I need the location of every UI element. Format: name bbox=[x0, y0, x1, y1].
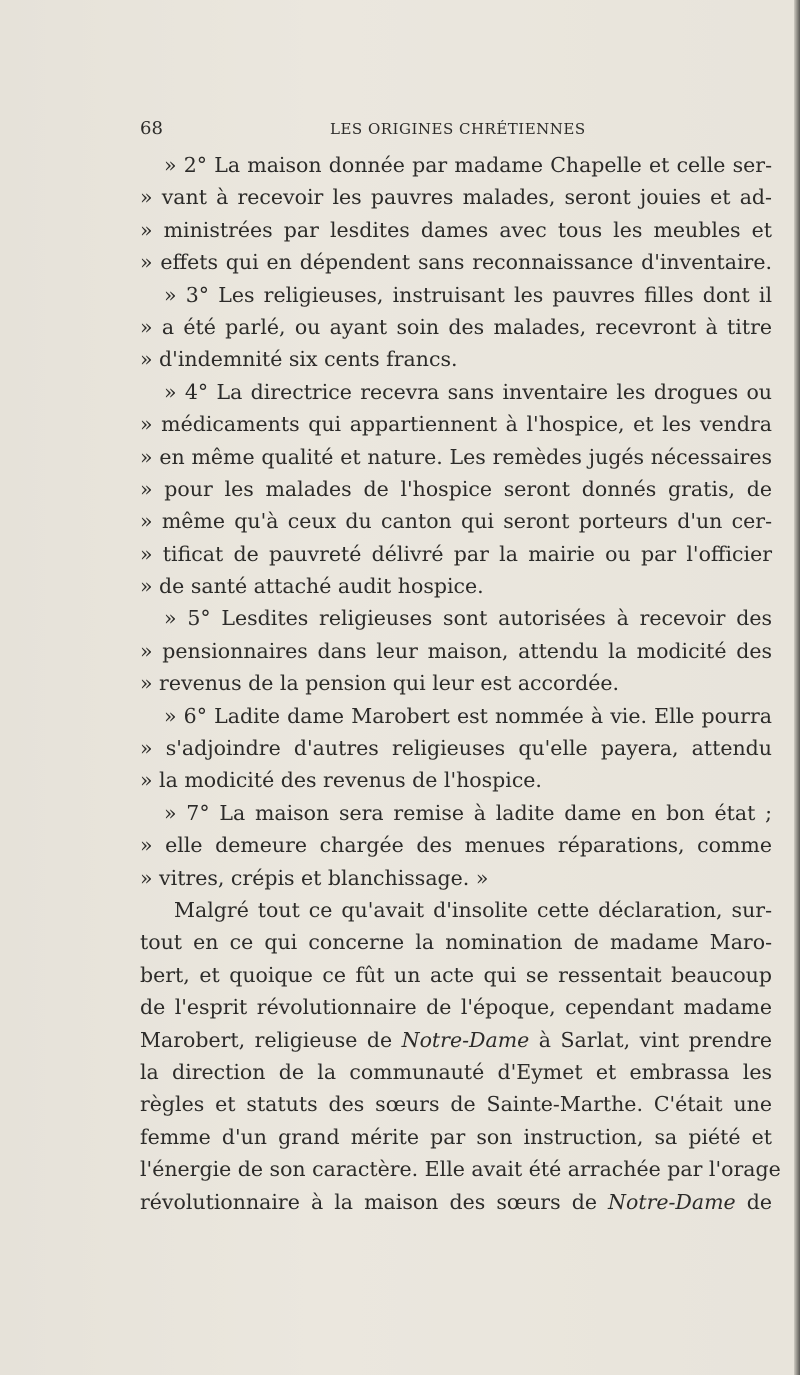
text-line: tout en ce qui concerne la nomination de madame Maro- bbox=[140, 930, 772, 955]
text-line: de l'esprit révolutionnaire de l'époque, cependant madame bbox=[140, 995, 772, 1020]
text-line: la direction de la communauté d'Eymet et embrassa les bbox=[140, 1059, 772, 1084]
text-line: l'énergie de son caractère. Elle avait été arrachée par l'orage bbox=[140, 1157, 781, 1182]
text-line: règles et statuts des sœurs de Sainte-Marthe. C'était une bbox=[140, 1092, 772, 1117]
page-edge-shadow bbox=[794, 0, 800, 1375]
text-line: » elle demeure chargée des menues réparations, comme bbox=[140, 833, 772, 858]
page-number: 68 bbox=[140, 118, 163, 139]
running-title: LES ORIGINES CHRÉTIENNES bbox=[330, 120, 586, 138]
text-line: » médicaments qui appartiennent à l'hospice, et les vendra bbox=[140, 412, 772, 437]
body-text bbox=[140, 149, 781, 1218]
text-line: » de santé attaché audit hospice. bbox=[140, 574, 484, 599]
text-line: » même qu'à ceux du canton qui seront porteurs d'un cer- bbox=[140, 509, 772, 534]
text-line: » pour les malades de l'hospice seront donnés gratis, de bbox=[140, 476, 772, 501]
text-line: » 2° La maison donnée par madame Chapelle et celle ser- bbox=[164, 153, 772, 177]
text-line: femme d'un grand mérite par son instruction, sa piété et bbox=[140, 1124, 772, 1149]
text-fragment: Marobert, religieuse de bbox=[140, 1027, 402, 1052]
text-line bbox=[140, 1024, 772, 1056]
text-line: » 5° Lesdites religieuses sont autorisées à recevoir des bbox=[164, 606, 772, 631]
text-line: » ministrées par lesdites dames avec tous les meubles et bbox=[140, 217, 772, 242]
text-line: » vant à recevoir les pauvres malades, seront jouies et ad- bbox=[140, 185, 772, 210]
text-line: » revenus de la pension qui leur est accordée. bbox=[140, 671, 620, 696]
text-line: » s'adjoindre d'autres religieuses qu'elle payera, attendu bbox=[140, 736, 772, 761]
text-line: » tificat de pauvreté délivré par la mairie ou par l'officier bbox=[140, 541, 772, 566]
text-line: » a été parlé, ou ayant soin des malades, recevront à titre bbox=[140, 314, 772, 339]
text-line: Malgré tout ce qu'avait d'insolite cette déclaration, sur- bbox=[174, 897, 772, 922]
text-line: bert, et quoique ce fût un acte qui se ressentait beaucoup bbox=[140, 962, 772, 987]
italic-text: Notre-Dame bbox=[608, 1189, 736, 1214]
text-line: » pensionnaires dans leur maison, attendu la modicité des bbox=[140, 638, 772, 663]
text-line: » d'indemnité six cents francs. bbox=[140, 347, 458, 372]
text-line: » 3° Les religieuses, instruisant les pauvres filles dont il bbox=[164, 282, 772, 307]
text-line: » en même qualité et nature. Les remèdes jugés nécessaires bbox=[140, 444, 772, 469]
text-fragment: de bbox=[735, 1189, 772, 1214]
page-header bbox=[140, 118, 770, 140]
text-line: » la modicité des revenus de l'hospice. bbox=[140, 768, 542, 793]
text-line bbox=[140, 1186, 772, 1218]
text-line: » 7° La maison sera remise à ladite dame en bon état ; bbox=[164, 800, 772, 825]
text-line: » 6° Ladite dame Marobert est nommée à vie. Elle pourra bbox=[164, 703, 772, 728]
text-line: » effets qui en dépendent sans reconnaissance d'inventaire. bbox=[140, 250, 772, 275]
text-fragment: à Sarlat, vint prendre bbox=[529, 1027, 772, 1052]
text-line: » vitres, crépis et blanchissage. » bbox=[140, 865, 489, 890]
text-fragment: révolutionnaire à la maison des sœurs de bbox=[140, 1189, 609, 1214]
italic-text: Notre-Dame bbox=[401, 1027, 530, 1052]
text-line: » 4° La directrice recevra sans inventaire les drogues ou bbox=[164, 379, 772, 404]
